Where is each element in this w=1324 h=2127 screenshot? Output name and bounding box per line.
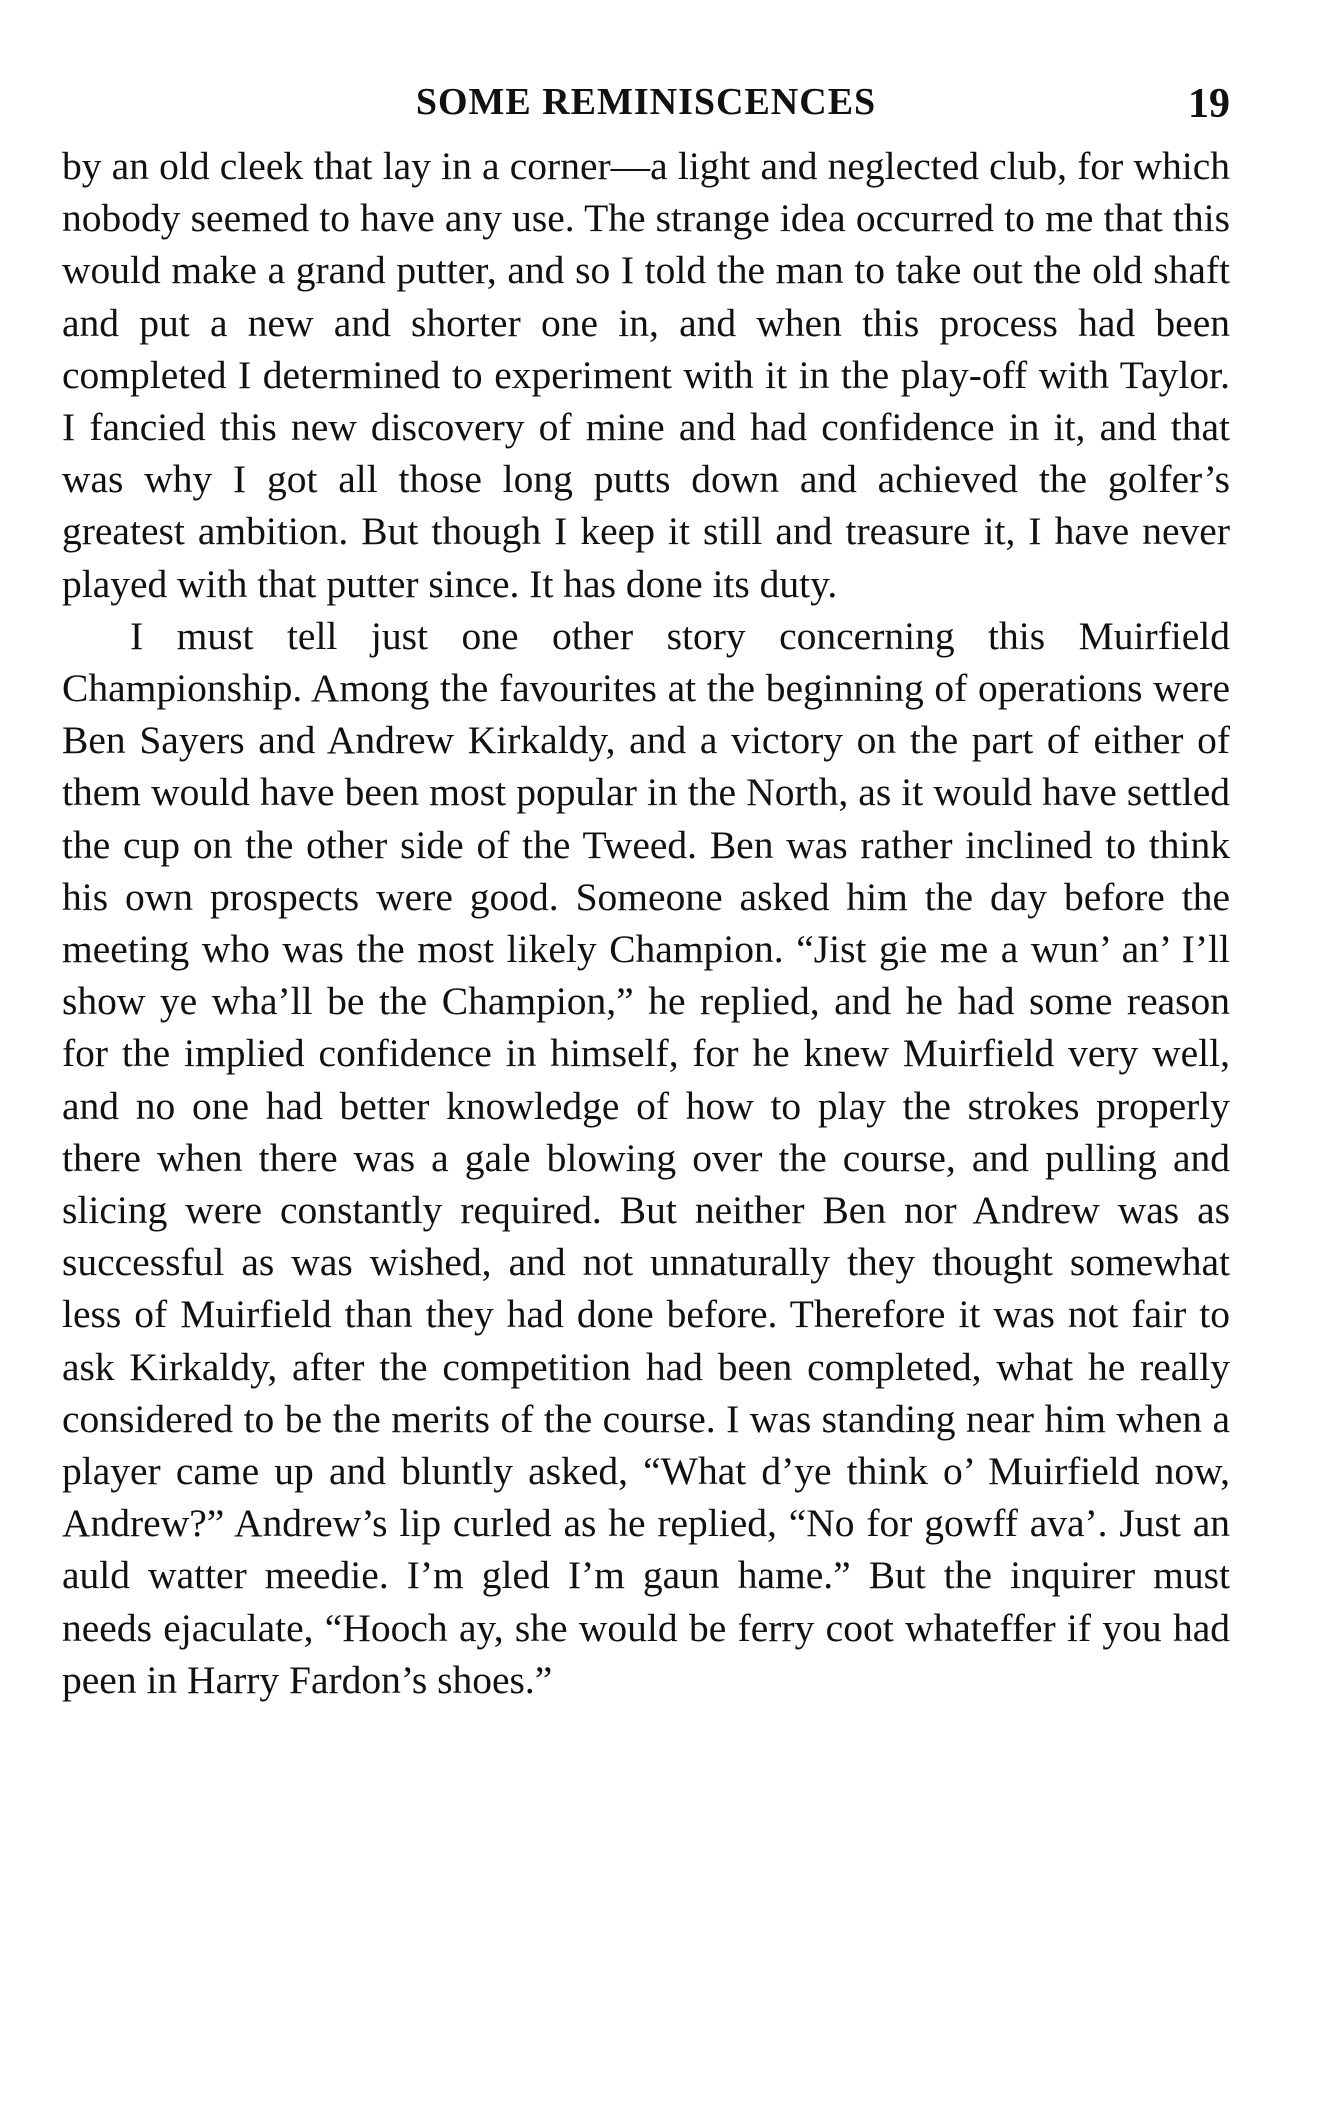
running-title: SOME REMINISCENCES bbox=[415, 81, 877, 123]
page-number: 19 bbox=[1188, 81, 1230, 127]
paragraph-continued: by an old cleek that lay in a corner—a light and neglected club, for which nobody seemed to have any use. The strange idea occurred to me that this would make a grand putter, and so I told the man to take out the old shaft and put a new and shorter one in, and when this process had been completed I determined to experiment with it in the play-off with Taylor. I fancied this new discovery of mine and had confidence in it, and that was why I got all those long putts down and achieved the golfer’s greatest ambition. But though I keep it still and treasure it, I have never played with that putter since. It has done its duty. bbox=[62, 144, 1230, 606]
paragraph-muirfield-story: I must tell just one other story concerning this Muirfield Championship. Among the favourites at the beginning of operations were Ben Sayers and Andrew Kirkaldy, and a victory on the part of either of them would have been most popular in the North, as it would have settled the cup on the other side of the Tweed. Ben was rather inclined to think his own prospects were good. Someone asked him the day before the meeting who was the most likely Champion. “Jist gie me a wun’ an’ I’ll show ye wha’ll be the Champion,” he replied, and he had some reason for the implied confidence in himself, for he knew Muirfield very well, and no one had better knowledge of how to play the strokes properly there when there was a gale blowing over the course, and pulling and slicing were constantly required. But neither Ben nor Andrew was as successful as was wished, and not unnaturally they thought somewhat less of Muirfield than they had done before. Therefore it was not fair to ask Kirkaldy, after the competition had been completed, what he really considered to be the merits of the course. I was standing near him when a player came up and bluntly asked, “What d’ye think o’ Muirfield now, Andrew?” Andrew’s lip curled as he replied, “No for gowff ava’. Just an auld watter meedie. I’m gled I’m gaun hame.” But the inquirer must needs ejaculate, “Hooch ay, she would be ferry coot whateffer if you had peen in Harry Fardon’s shoes.” bbox=[62, 613, 1230, 1702]
running-header bbox=[62, 70, 1230, 140]
book-page bbox=[62, 70, 1230, 1706]
body-text bbox=[62, 140, 1230, 1706]
